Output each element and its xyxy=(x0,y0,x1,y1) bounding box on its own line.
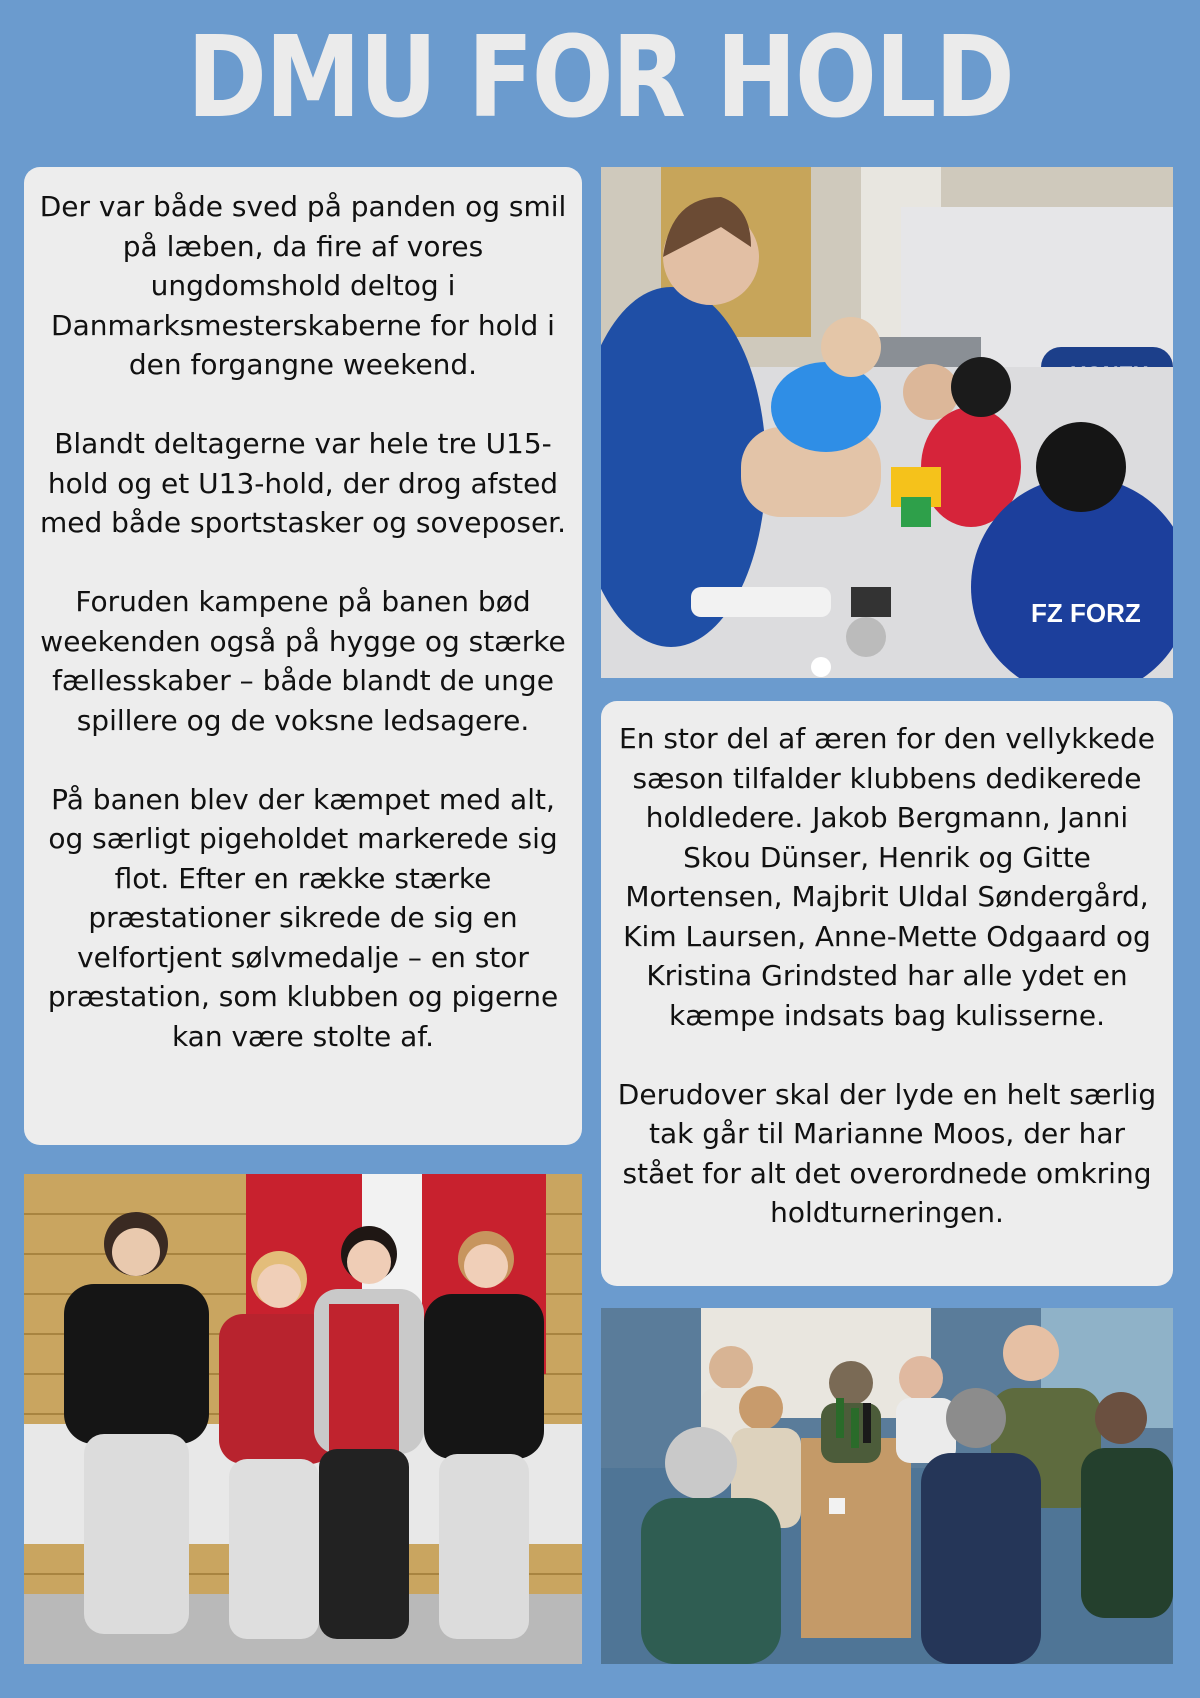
fz-forza-shirt-text: FZ FORZ xyxy=(1031,598,1141,628)
page-title: DMU FOR HOLD xyxy=(186,13,1014,143)
adults-gathering-photo xyxy=(601,1308,1173,1664)
silver-medal-team-photo xyxy=(24,1174,582,1664)
intro-paragraph-1: Der var både sved på panden og smil på læben, da fire af vores ungdomshold deltog i Danmarksmesterskaberne for hold i den forgangne weekend. xyxy=(39,190,567,381)
intro-text-card xyxy=(24,167,582,1145)
thanks-paragraph-2: Derudover skal der lyde en helt særlig tak går til Marianne Moos, der har stået for alt det overordnede omkring holdturneringen. xyxy=(617,1077,1157,1229)
intro-paragraph-3: Foruden kampene på banen bød weekenden også på hygge og stærke fællesskaber – både blandt de unge spillere og de voksne ledsagere. xyxy=(40,585,566,737)
intro-paragraph-4: På banen blev der kæmpet med alt, og særligt pigeholdet markerede sig flot. Efter en række stærke præstationer sikrede de sig en velfortjent sølvmedalje – en stor præstation, som klubben og pigerne kan være stolte af. xyxy=(47,782,559,1053)
kids-playing-photo xyxy=(601,167,1173,678)
intro-paragraph-2: Blandt deltagerne var hele tre U15-hold og et U13-hold, der drog afsted med både sportstasker og soveposer. xyxy=(39,427,567,539)
thanks-paragraph-1: En stor del af æren for den vellykkede sæson tilfalder klubbens dedikerede holdledere. Jakob Bergmann, Janni Skou Dünser, Henrik og Gitte Mortensen, Majbrit Uldal Søndergård, Kim Laursen, Anne-Mette Odgaard og Kristina Grindsted har alle ydet en kæmpe indsats bag kulisserne. xyxy=(619,722,1155,1032)
thanks-text-card xyxy=(601,701,1173,1286)
